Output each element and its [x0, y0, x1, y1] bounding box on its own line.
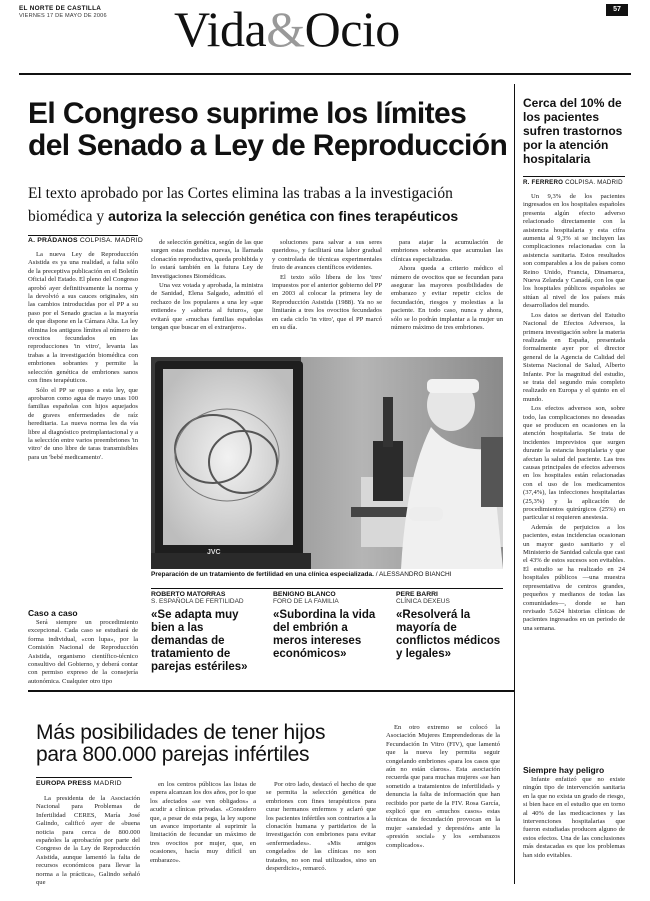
second-headline	[36, 722, 325, 766]
second-col-2	[150, 781, 256, 891]
lead-byline	[28, 237, 143, 244]
second-article-rule	[28, 690, 514, 692]
quotes-rule	[151, 588, 503, 589]
lead-byline-author: A. PRÁDANOS	[28, 237, 78, 244]
quote-3	[396, 591, 504, 661]
quote-1-role: S. ESPAÑOLA DE FERTILIDAD	[151, 598, 244, 605]
monitor-brand: JVC	[207, 549, 221, 556]
lead-deck-line-2b: autoriza la selección genética con fines terapéuticos	[108, 208, 459, 224]
quote-3-text: «Resolverá la mayoría de conflictos médicos y legales»	[396, 609, 501, 660]
lead-col-4	[391, 239, 503, 356]
lead-deck	[28, 183, 458, 228]
second-byline-place: MADRID	[93, 780, 122, 787]
page-number: 57	[606, 4, 628, 16]
sidebar-p3: Los efectos adversos son, sobre todo, las complicaciones no deseadas que se producen en ocasiones en la atención hospitalaria. Se trata de incidentes imprevistos que surgen durante la estancia hospitalaria y que afectan la salud del paciente. Las tres causas principales de efectos adversos en los hospitales están relacionadas con el uso de los medicamentos (37,4%), las infecciones hospitalarias (25,3%) y la aplicación de procedimientos quirúrgicos (25%) en particular si requieren anestesia.	[523, 405, 625, 522]
lead-headline-line-2: del Senado a Ley de Reproducción	[28, 129, 508, 162]
sidebar-byline	[523, 179, 623, 186]
sidebar-b2-p1: Infante enfatizó que no existe ningún tipo de intervención sanitaria en la que no exista un grado de riesgo, si bien hace en el estudio que en torno al 40% de las medicaciones y las intervenciones hospitalarias que fueron estudiadas producen alguno de estos efectos. Una de las conclusiones más destacadas es que los problemas han sido evitables.	[523, 776, 625, 859]
lead-col-4-p1: para atajar la acumulación de embriones sobrantes que acumulan las clínicas especializadas.	[391, 239, 503, 263]
second-col-4-p1: En otro extremo se colocó la Asociación Mujeres Emprendedoras de la Fecundación In Vitro (FIV), que lamentó que la nueva ley permita seguir congelando embriones «para los casos que aún no están claros». Esta asociación recuerda que para muchas mujeres «se han sometido a tratamientos de infertilidad» y denuncia la falta de información que han recibido por parte de la FIV. Rosa García, explicó que en «muchos casos» estas técnicas de fecundación provocan en la mujer «ansiedad y depresión» ante la «presión social» y los «embarazos complicados».	[386, 724, 500, 849]
lead-headline	[28, 98, 507, 162]
second-col-1-p1: La presidenta de la Asociación Nacional para Problemas de Infertilidad CERES, María José Galindo, calificó ayer de «buena noticia para cerca de 800.000 españoles la aprobación por parte del Congreso de la Ley de Reproducción Asistida, aunque lamentó la falta de recursos económicos para llevar la norma a la práctica», Galindo señaló que	[36, 795, 140, 887]
subhead-caso-a-caso: Caso a caso	[28, 608, 78, 618]
sidebar-p1: Un 9,3% de los pacientes ingresados en los hospitales españoles presenta algún efecto adverso relacionado directamente con la asistencia hospitalaria y esta cifra aumenta al 9,3% si se incluyen las complicaciones relacionadas con la asistencia sanitaria. Estos resultados son comparables a los de países como Reino Unido, Francia, Dinamarca, Nueva Zelanda y Canadá, con los que los hospitales públicos españoles se sitúan al nivel de los países más desarrollados del mundo.	[523, 193, 625, 310]
sidebar-divider	[514, 84, 515, 884]
paper-name: EL NORTE DE CASTILLA	[19, 5, 102, 12]
photo-caption-text: Preparación de un tratamiento de fertilidad en una clínica especializada.	[151, 571, 374, 578]
second-headline-line-1: Más posibilidades de tener hijos	[36, 721, 326, 744]
second-col-2-p1: en los centros públicos las listas de espera alcanzan los dos años, por lo que los afectados «se ven obligados» a acudir a clínicas privadas. «Considero que, a pesar de esta pega, la ley supone un avance importante al suprimir la limitación de fecundar un máximo de tres ovocitos por mujer, que, en ocasiones, hacía muy difícil un embarazo».	[150, 781, 256, 864]
lead-deck-line-2	[28, 205, 458, 228]
lead-byline-place: COLPISA. MADRID	[79, 237, 143, 244]
lead-col-4-p2: Ahora queda a criterio médico el número de ovocitos que se fecundan para asegurar las mayores posibilidades de embarazo y evitar repetir ciclos de fecundación, riesgos y molestias a la paciente. En todo caso, nunca y ahora, sólo se lo podrán implantar a la mujer un número máximo de tres embriones.	[391, 265, 503, 332]
second-col-3-p1: Por otro lado, destacó el hecho de que se permita la selección genética de embriones con fines terapéuticos para curar hermanos enfermos y aclaró que los pacientes infértiles son contrarios a la clonación humana y partidarios de la investigación con embriones para evitar «enfermedades». «Mis amigos congelados de las clínicas no son tratados, no son mal utilizados, sino un desperdicio», remarcó.	[266, 781, 376, 873]
second-col-4	[386, 724, 500, 891]
lead-col-2	[151, 239, 263, 356]
second-col-1	[36, 795, 140, 891]
quote-1-name: ROBERTO MATORRAS	[151, 591, 226, 598]
second-headline-line-2: para 800.000 parejas infértiles	[36, 743, 310, 766]
lab-scene-illustration	[151, 357, 503, 569]
lead-col-3-p2: El texto sólo libera de los 'tres' impuestos por el anterior gobierno del PP en 2003 al colocar la primera ley de Reproducción Asistida (1988). Ya no se limitarán a tres los ovocitos fecundados en cada ciclo 'in vitro', que el PP marcó en su día.	[272, 273, 382, 332]
lead-col-3-p1: soluciones para salvar a sus seres queridos», y facilitará una labor gradual y controlada de técnicas experimentales fruto de avances científicos evidentes.	[272, 239, 382, 272]
quote-2-role: FORO DE LA FAMILIA	[273, 598, 339, 605]
lead-col-3	[272, 239, 382, 356]
lead-col-1-p1: La nueva Ley de Reproducción Asistida es ya una realidad, a falta sólo de la preceptiva publicación en el Boletín Oficial del Estado. El pleno del Congreso aprobó ayer definitivamente la norma y la devolvió a sus cauces originales, sin las cambios introducidas por el PP a su paso por el Senado gracias a la mayoría de que dispone en la Cámara Alta. La ley elimina los antiguos límites al número de ovocitos fecundados en las reproducciones 'in vitro', levanta las trabas a la investigación biomédica con embriones sobrantes y permite la selección genética de embriones sanos con fines terapéuticos.	[28, 251, 138, 385]
second-byline	[36, 780, 122, 787]
photo-caption	[151, 571, 503, 578]
quote-3-role: CLÍNICA DEXEUS	[396, 598, 450, 605]
sidebar-body	[523, 193, 625, 753]
lead-col-1-continued	[28, 605, 138, 699]
section-title	[174, 0, 400, 59]
sidebar-byline-place: COLPISA. MADRID	[565, 179, 623, 186]
section-title-right: Ocio	[304, 1, 400, 57]
quote-3-name: PERE BARRI	[396, 591, 438, 598]
lead-col-1	[28, 251, 138, 595]
lead-headline-line-1: El Congreso suprime los límites	[28, 97, 467, 130]
quote-2-text: «Subordina la vida del embrión a meros intereses económicos»	[273, 609, 376, 660]
sidebar-byline-rule	[523, 176, 625, 177]
photo-credit: / ALESSANDRO BIANCHI	[375, 571, 452, 578]
subhead-siempre-hay-peligro: Siempre hay peligro	[523, 765, 605, 775]
sidebar-p4: Además de perjuicios a los pacientes, estas incidencias ocasionan un mayor gasto sanitario y el Ministerio de Sanidad calcula que casi el 43% de estos sucesos son evitables. El estudio se ha realizado en 24 hospitales públicos —una muestra representativa de centros grandes, pequeños y medianos de todas las comunidades—, donde se han revisado 5.624 historias clínicas de pacientes ingresados en un periodo de una semana.	[523, 523, 625, 632]
lead-col-1b-p1: Será siempre un procedimiento excepcional. Cada caso se estudiará de forma individual, «con lupa», por la Comisión Nacional de Reproducción Asistida, organismo científico-técnico consultivo del Gobierno, y deberá contar con permiso expreso de la consejería autonómica. Cualquier otro tipo	[28, 619, 138, 685]
lead-deck-line-1: El texto aprobado por las Cortes elimina las trabas a la investigación	[28, 185, 453, 202]
second-col-3	[266, 781, 376, 891]
lead-col-1-p2: Sólo el PP se opuso a esta ley, que aprobaron como agua de mayo unas 100 familias españolas con hijos aquejados de graves enfermedades de raíz hereditaria. La nueva norma les da vía libre al diagnóstico preimplantacional y a la selección entre varios preembriones 'in vitro' de uno libre de taras transmisibles para un 'bebé medicamento'.	[28, 386, 138, 461]
quote-1	[151, 591, 263, 674]
sidebar-continued	[523, 762, 625, 896]
second-byline-author: EUROPA PRESS	[36, 780, 92, 787]
quote-2-name: BENIGNO BLANCO	[273, 591, 336, 598]
masthead-rule	[19, 73, 631, 75]
section-title-left: Vida	[174, 1, 267, 57]
byline-rule	[28, 235, 138, 236]
sidebar-headline: Cerca del 10% de los pacientes sufren trastornos por la atención hospitalaria	[523, 96, 623, 166]
lead-col-2-p2: Una vez votada y aprobada, la ministra de Sanidad, Elena Salgado, admitió el rechazo de los populares a una ley «que entiende» y «abierta al futuro», que evitará que «muchas familias españolas tengan que buscar en el extranjero».	[151, 282, 263, 332]
lead-deck-line-2a: biomédica y	[28, 208, 109, 225]
sidebar-p2: Los datos se derivan del Estudio Nacional de Efectos Adversos, la primera investigación sobre la materia realizada en España, presentada formalmente ayer por el director general de la Agencia de Calidad del Sistema Nacional de Salud, Alberto Infante. Por la magnitud del estudio, se trata del segundo más completo realizado en Europa y el quinto en el mundo.	[523, 311, 625, 403]
issue-date: VIERNES 17 DE MAYO DE 2006	[19, 13, 107, 19]
quote-2	[273, 591, 385, 661]
section-title-amp: &	[266, 1, 305, 57]
lead-photo	[151, 357, 503, 569]
sidebar-byline-author: R. FERRERO	[523, 179, 564, 186]
lead-col-2-p1: de selección genética, según de las que surgen estas medidas nuevas, la llamada clonación reproductiva, queda prohibida y lo estará también en la futura Ley de Investigaciones Biomédicas.	[151, 239, 263, 280]
second-byline-rule	[36, 777, 132, 778]
quote-1-text: «Se adapta muy bien a las demandas de tratamiento de parejas estériles»	[151, 609, 248, 673]
